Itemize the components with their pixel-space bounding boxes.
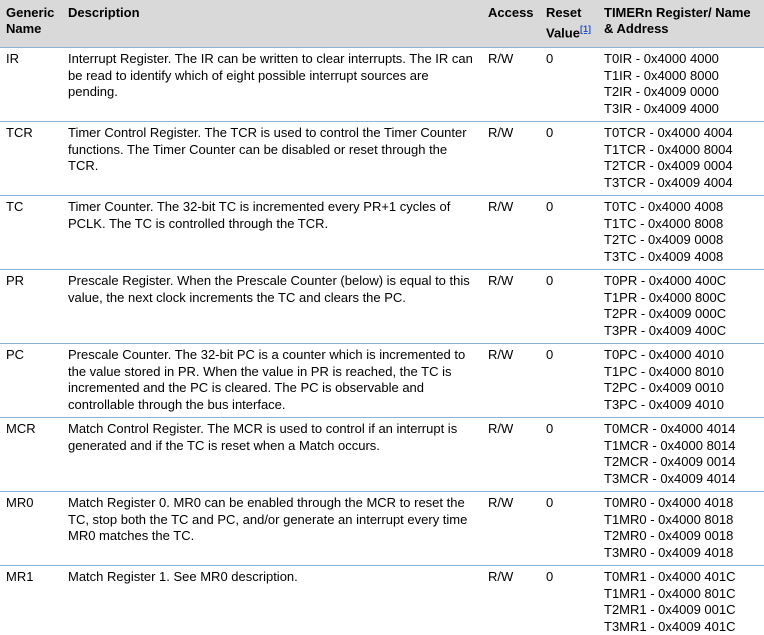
register-address-line: T1MR1 - 0x4000 801C bbox=[604, 585, 736, 601]
register-address-line: T1MR0 - 0x4000 8018 bbox=[604, 511, 734, 527]
table-row bbox=[0, 270, 764, 344]
cell-description: Timer Control Register. The TCR is used to control the Timer Counter functions. The Timer Counter can be disabled or reset through the TCR. bbox=[62, 122, 482, 196]
register-address-line: T3MR1 - 0x4009 401C bbox=[604, 618, 736, 634]
register-address-line: T0MR1 - 0x4000 401C bbox=[604, 569, 736, 585]
cell-access: R/W bbox=[482, 270, 540, 344]
register-address-line: T3IR - 0x4009 4000 bbox=[604, 100, 719, 116]
table-row bbox=[0, 48, 764, 122]
register-address-line: T0PR - 0x4000 400C bbox=[604, 273, 727, 289]
header-reset-label: Reset Value bbox=[546, 5, 582, 41]
table-header-row bbox=[0, 0, 764, 48]
register-address-line: T1TCR - 0x4000 8004 bbox=[604, 141, 733, 157]
cell-access: R/W bbox=[482, 492, 540, 566]
cell-description: Interrupt Register. The IR can be written to clear interrupts. The IR can be read to identify which of eight possible interrupt sources are pending. bbox=[62, 48, 482, 122]
table-row bbox=[0, 566, 764, 635]
register-address-line: T2TCR - 0x4009 0004 bbox=[604, 158, 733, 174]
cell-description: Match Register 0. MR0 can be enabled through the MCR to reset the TC, stop both the TC and PC, and/or generate an interrupt every time MR0 matches the TC. bbox=[62, 492, 482, 566]
header-generic-name: Generic Name bbox=[0, 0, 62, 48]
table-row bbox=[0, 122, 764, 196]
register-address-line: T0MR0 - 0x4000 4018 bbox=[604, 495, 734, 511]
register-address-line: T3TCR - 0x4009 4004 bbox=[604, 174, 733, 190]
cell-reset-value: 0 bbox=[540, 270, 598, 344]
cell-register-addresses bbox=[598, 418, 764, 492]
table-row bbox=[0, 418, 764, 492]
cell-access: R/W bbox=[482, 48, 540, 122]
cell-reset-value: 0 bbox=[540, 48, 598, 122]
register-address-line: T0IR - 0x4000 4000 bbox=[604, 51, 719, 67]
cell-register-addresses bbox=[598, 270, 764, 344]
register-address-line: T0TCR - 0x4000 4004 bbox=[604, 125, 733, 141]
table-body bbox=[0, 48, 764, 635]
cell-description: Prescale Register. When the Prescale Counter (below) is equal to this value, the next clock increments the TC and clears the PC. bbox=[62, 270, 482, 344]
cell-register-addresses bbox=[598, 566, 764, 635]
cell-reset-value: 0 bbox=[540, 196, 598, 270]
register-address-line: T2MR1 - 0x4009 001C bbox=[604, 602, 736, 618]
cell-generic-name: MR0 bbox=[0, 492, 62, 566]
register-address-line: T3PC - 0x4009 4010 bbox=[604, 396, 724, 412]
table-row bbox=[0, 492, 764, 566]
cell-description: Timer Counter. The 32-bit TC is incremented every PR+1 cycles of PCLK. The TC is controlled through the TCR. bbox=[62, 196, 482, 270]
register-address-line: T0TC - 0x4000 4008 bbox=[604, 199, 724, 215]
cell-access: R/W bbox=[482, 122, 540, 196]
header-description: Description bbox=[62, 0, 482, 48]
register-address-line: T3MR0 - 0x4009 4018 bbox=[604, 544, 734, 560]
cell-generic-name: TCR bbox=[0, 122, 62, 196]
cell-generic-name: MR1 bbox=[6, 569, 34, 585]
cell-register-addresses bbox=[598, 122, 764, 196]
cell-access: R/W bbox=[488, 569, 514, 585]
cell-access: R/W bbox=[482, 344, 540, 418]
cell-generic-name: TC bbox=[0, 196, 62, 270]
header-access: Access bbox=[482, 0, 540, 48]
register-address-line: T3MCR - 0x4009 4014 bbox=[604, 470, 736, 486]
header-register: TIMERn Register/ Name & Address bbox=[598, 0, 764, 48]
register-address-line: T0MCR - 0x4000 4014 bbox=[604, 421, 736, 437]
cell-generic-name: PC bbox=[0, 344, 62, 418]
table-row bbox=[0, 344, 764, 418]
cell-description: Match Control Register. The MCR is used to control if an interrupt is generated and if the TC is reset when a Match occurs. bbox=[62, 418, 482, 492]
footnote-link[interactable]: [1] bbox=[579, 24, 591, 34]
register-address-line: T2MCR - 0x4009 0014 bbox=[604, 454, 736, 470]
cell-description: Prescale Counter. The 32-bit PC is a counter which is incremented to the value stored in PR. When the value in PR is reached, the TC is incremented and the PC is cleared. The PC is observable and controllable through the bus interface. bbox=[62, 344, 482, 418]
cell-register-addresses bbox=[598, 48, 764, 122]
cell-generic-name: PR bbox=[0, 270, 62, 344]
cell-reset-value: 0 bbox=[540, 492, 598, 566]
header-reset-value bbox=[540, 0, 598, 48]
cell-generic-name: IR bbox=[0, 48, 62, 122]
cell-reset-value: 0 bbox=[540, 344, 598, 418]
cell-access: R/W bbox=[482, 418, 540, 492]
register-address-line: T3TC - 0x4009 4008 bbox=[604, 248, 724, 264]
cell-description: Match Register 1. See MR0 description. bbox=[68, 569, 298, 585]
cell-register-addresses bbox=[598, 492, 764, 566]
cell-register-addresses bbox=[598, 196, 764, 270]
register-address-line: T1MCR - 0x4000 8014 bbox=[604, 437, 736, 453]
cell-reset-value: 0 bbox=[546, 569, 554, 585]
register-address-line: T3PR - 0x4009 400C bbox=[604, 322, 727, 338]
cell-reset-value: 0 bbox=[540, 122, 598, 196]
cell-register-addresses bbox=[598, 344, 764, 418]
table-row bbox=[0, 196, 764, 270]
register-address-line: T2PC - 0x4009 0010 bbox=[604, 380, 724, 396]
register-address-line: T2MR0 - 0x4009 0018 bbox=[604, 528, 734, 544]
register-address-line: T2TC - 0x4009 0008 bbox=[604, 232, 724, 248]
register-address-line: T0PC - 0x4000 4010 bbox=[604, 347, 724, 363]
register-address-line: T2PR - 0x4009 000C bbox=[604, 306, 727, 322]
cell-reset-value: 0 bbox=[540, 418, 598, 492]
register-address-line: T1PR - 0x4000 800C bbox=[604, 289, 727, 305]
cell-generic-name: MCR bbox=[0, 418, 62, 492]
register-address-line: T2IR - 0x4009 0000 bbox=[604, 84, 719, 100]
cell-access: R/W bbox=[482, 196, 540, 270]
register-address-line: T1TC - 0x4000 8008 bbox=[604, 215, 724, 231]
register-address-line: T1IR - 0x4000 8000 bbox=[604, 67, 719, 83]
register-address-line: T1PC - 0x4000 8010 bbox=[604, 363, 724, 379]
